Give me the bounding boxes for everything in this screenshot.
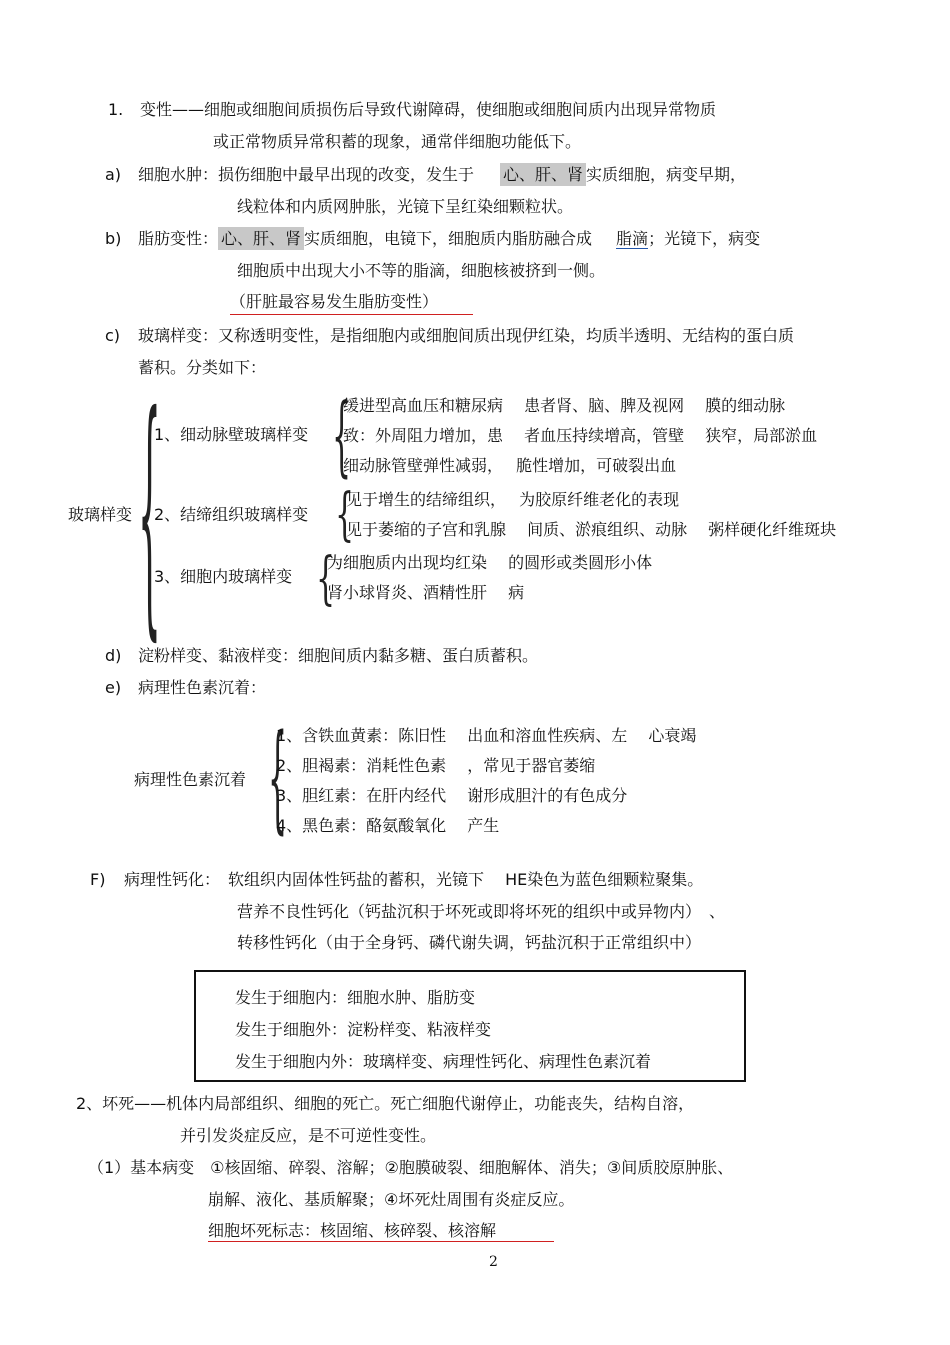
- summary-intracellular: 发生于细胞内：细胞水肿、脂肪变: [235, 988, 476, 1007]
- pigment-tree-root: 病理性色素沉着: [134, 770, 247, 789]
- red-underline-2: [208, 1241, 554, 1242]
- necrosis-definition: 2、坏死——机体内局部组织、细胞的死亡。死亡细胞代谢停止，功能丧失，结构自溶，: [76, 1094, 695, 1113]
- metastatic-calcification: 转移性钙化（由于全身钙、磷代谢失调，钙盐沉积于正常组织中）: [237, 933, 702, 952]
- hyaline-type-2-detail-2: 见于萎缩的子宫和乳腺 间质、淤痕组织、动脉 粥样硬化纤维斑块: [346, 520, 837, 539]
- fatty-change-line: [138, 229, 760, 249]
- dystrophic-calcification: 营养不良性钙化（钙盐沉积于坏死或即将坏死的组织中或异物内） 、: [237, 902, 726, 921]
- basic-lesions-cont: 崩解、液化、基质解聚；④坏死灶周围有炎症反应。: [208, 1190, 575, 1209]
- necrosis-definition-cont: 并引发炎症反应，是不可逆性变性。: [180, 1126, 437, 1145]
- sub-brace-2: {: [335, 482, 355, 549]
- degeneration-definition: 变性——细胞或细胞间质损伤后导致代谢障碍，使细胞或细胞间质内出现异常物质: [140, 100, 717, 119]
- cell-swelling-post: 实质细胞，病变早期，: [586, 165, 747, 184]
- hyaline-type-1-detail-1: 缓进型高血压和糖尿病 患者肾、脑、脾及视网 膜的细动脉: [343, 396, 786, 415]
- calcification-definition: 病理性钙化： 软组织内固体性钙盐的蓄积，光镜下 HE染色为蓝色细颗粒聚集。: [124, 870, 704, 889]
- fatty-change-mid: 实质细胞，电镜下，细胞质内脂肪融合成: [304, 229, 593, 248]
- section-number: 1.: [108, 100, 124, 119]
- pigment-brace: {: [268, 712, 288, 849]
- sub-brace-1: {: [332, 387, 352, 489]
- pigment-item-2: 2、胆褐素：消耗性色素 ，常见于器官萎缩: [276, 756, 596, 775]
- item-marker-d: d): [105, 646, 122, 665]
- basic-lesions: （1）基本病变 ①核固缩、碎裂、溶解；②胞膜破裂、细胞解体、消失；③间质胶原肿胀、: [88, 1158, 734, 1177]
- hyaline-type-1: 1、细动脉壁玻璃样变: [154, 425, 309, 444]
- highlight-heart-liver-kidney-2: 心、肝、肾: [218, 227, 304, 250]
- item-marker-f: F): [90, 870, 106, 889]
- red-underline: [230, 314, 473, 315]
- cell-swelling-pre: 细胞水肿：损伤细胞中最早出现的改变，发生于: [138, 165, 475, 184]
- page-number: 2: [489, 1254, 498, 1270]
- sub-brace-3: {: [316, 546, 336, 613]
- pigment-item-3: 3、胆红素：在肝内经代 谢形成胆汁的有色成分: [276, 786, 628, 805]
- item-marker-a: a): [105, 165, 122, 184]
- hyaline-type-2-detail-1: 见于增生的结缔组织， 为胶原纤维老化的表现: [346, 490, 680, 509]
- lipid-droplet-term: 脂滴: [616, 229, 649, 248]
- hyaline-tree-root: 玻璃样变: [68, 505, 133, 524]
- necrosis-sign: 细胞坏死标志：核固缩、核碎裂、核溶解: [208, 1221, 497, 1240]
- root-brace: {: [138, 370, 161, 666]
- hyaline-definition: 玻璃样变：又称透明变性，是指细胞内或细胞间质出现伊红染，均质半透明、无结构的蛋白质: [138, 326, 795, 345]
- pigment-heading: 病理性色素沉着：: [138, 678, 267, 697]
- item-marker-b: b): [105, 229, 122, 248]
- hyaline-definition-cont: 蓄积。分类如下：: [138, 358, 267, 377]
- hyaline-type-3: 3、细胞内玻璃样变: [154, 567, 293, 586]
- pigment-item-4: 4、黑色素：酪氨酸氧化 产生: [276, 816, 500, 835]
- hyaline-type-2: 2、结缔组织玻璃样变: [154, 505, 309, 524]
- degeneration-definition-cont: 或正常物质异常积蓄的现象，通常伴细胞功能低下。: [213, 132, 582, 151]
- cell-swelling-line: [138, 165, 746, 185]
- hyaline-type-3-detail-1: 为细胞质内出现均红染 的圆形或类圆形小体: [327, 553, 653, 572]
- item-marker-c: c): [105, 326, 121, 345]
- fatty-change-cont: 细胞质中出现大小不等的脂滴，细胞核被挤到一侧。: [237, 261, 606, 280]
- hyaline-type-3-detail-2: 肾小球肾炎、酒精性肝 病: [327, 583, 525, 602]
- liver-note: （肝脏最容易发生脂肪变性）: [230, 292, 439, 311]
- summary-both: 发生于细胞内外：玻璃样变、病理性钙化、病理性色素沉着: [235, 1052, 652, 1071]
- pigment-item-1: 1、含铁血黄素：陈旧性 出血和溶血性疾病、左 心衰竭: [276, 726, 697, 745]
- hyaline-type-1-detail-2: 致：外周阻力增加，患 者血压持续增高，管壁 狭窄，局部淤血: [343, 426, 818, 445]
- item-marker-e: e): [105, 678, 122, 697]
- hyaline-type-1-detail-3: 细动脉管壁弹性减弱， 脆性增加，可破裂出血: [343, 456, 677, 475]
- fatty-change-label: 脂肪变性：: [138, 229, 219, 248]
- amyloid-text: 淀粉样变、黏液样变：细胞间质内黏多糖、蛋白质蓄积。: [138, 646, 539, 665]
- highlight-heart-liver-kidney: 心、肝、肾: [500, 163, 586, 186]
- fatty-change-post: ；光镜下，病变: [648, 229, 761, 248]
- summary-extracellular: 发生于细胞外：淀粉样变、粘液样变: [235, 1020, 492, 1039]
- cell-swelling-cont: 线粒体和内质网肿胀，光镜下呈红染细颗粒状。: [237, 197, 574, 216]
